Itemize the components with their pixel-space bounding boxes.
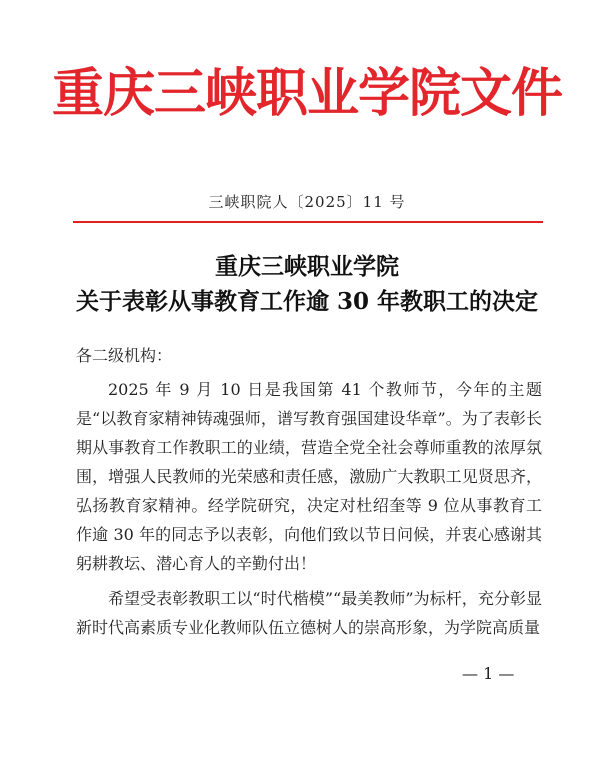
body-paragraph-2: 希望受表彰教职工以“时代楷模”“最美教师”为标杆，充分彰显新时代高素质专业化教师队伍立德树人的崇高形象，为学院高质量 (76, 589, 542, 637)
red-divider-line (73, 221, 543, 223)
document-title-line-2: 关于表彰从事教育工作逾 30 年教职工的决定 (75, 288, 539, 315)
body-paragraph-1: 2025 年 9 月 10 日是我国第 41 个教师节，今年的主题是“以教育家精神铸魂强师，谱写教育强国建设华章”。为了表彰长期从事教育工作教职工的业绩，营造全党全社会尊师重教的浓厚氛围，增强人民教师的光荣感和责任感，激励广大教职工见贤思齐，弘扬教育家精神。经学院研究，决定对杜绍奎等 9 位从事教育工作逾 30 年的同志予以表彰，向他们致以节日问候，并衷心感谢其躬耕教坛、潜心育人的辛勤付出！ (76, 380, 542, 573)
page-number: — 1 — (462, 664, 515, 683)
document-number: 三峡职院人〔2025〕11 号 (208, 193, 406, 211)
document-masthead: 重庆三峡职业学院文件 (51, 64, 562, 124)
salutation: 各二级机构： (76, 346, 173, 365)
document-title-line-1: 重庆三峡职业学院 (215, 253, 399, 280)
